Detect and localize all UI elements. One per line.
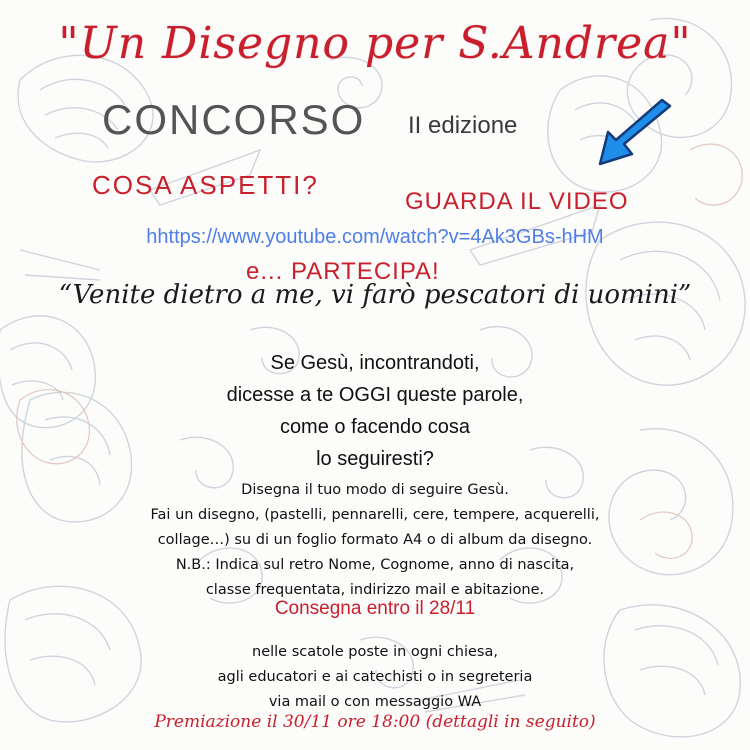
rules-line: N.B.: Indica sul retro Nome, Cognome, anno di nascita, (175, 556, 575, 573)
edition-label: II edizione (408, 112, 518, 139)
rules-line: collage…) su di un foglio formato A4 o di album da disegno. (157, 531, 593, 548)
delivery-line: agli educatori e ai catechisti o in segreteria (217, 668, 533, 685)
rules-line: classe frequentata, indirizzo mail e abitazione. (205, 581, 545, 598)
video-link[interactable]: hhttps://www.youtube.com/watch?v=4Ak3GBs-hHM (146, 226, 604, 248)
question-line: lo seguiresti? (316, 448, 434, 470)
award-line: Premiazione il 30/11 ore 18:00 (dettagli in seguito) (154, 712, 596, 732)
delivery-line: via mail o con messaggio WA (268, 693, 482, 710)
poster-title: "Un Disegno per S.Andrea" (58, 18, 692, 69)
question-line: come o facendo cosa (279, 416, 471, 438)
question-line: Se Gesù, incontrandoti, (270, 352, 480, 374)
contest-label: CONCORSO (102, 96, 366, 143)
rules-line: Fai un disegno, (pastelli, pennarelli, cere, tempere, acquerelli, (150, 506, 600, 523)
cosa-aspetti-callout: COSA ASPETTI? (92, 170, 319, 200)
guarda-video-callout: GUARDA IL VIDEO (405, 188, 629, 215)
question-line: dicesse a te OGGI queste parole, (226, 384, 524, 406)
partecipa-callout: e... PARTECIPA! (246, 258, 440, 285)
delivery-line: nelle scatole poste in ogni chiesa, (252, 643, 498, 660)
rules-line: Disegna il tuo modo di seguire Gesù. (241, 481, 509, 498)
delivery-heading: Consegna entro il 28/11 (274, 598, 476, 619)
gospel-quote: “Venite dietro a me, vi farò pescatori di uomini” (58, 280, 692, 310)
arrow-down-left-icon (592, 98, 676, 170)
